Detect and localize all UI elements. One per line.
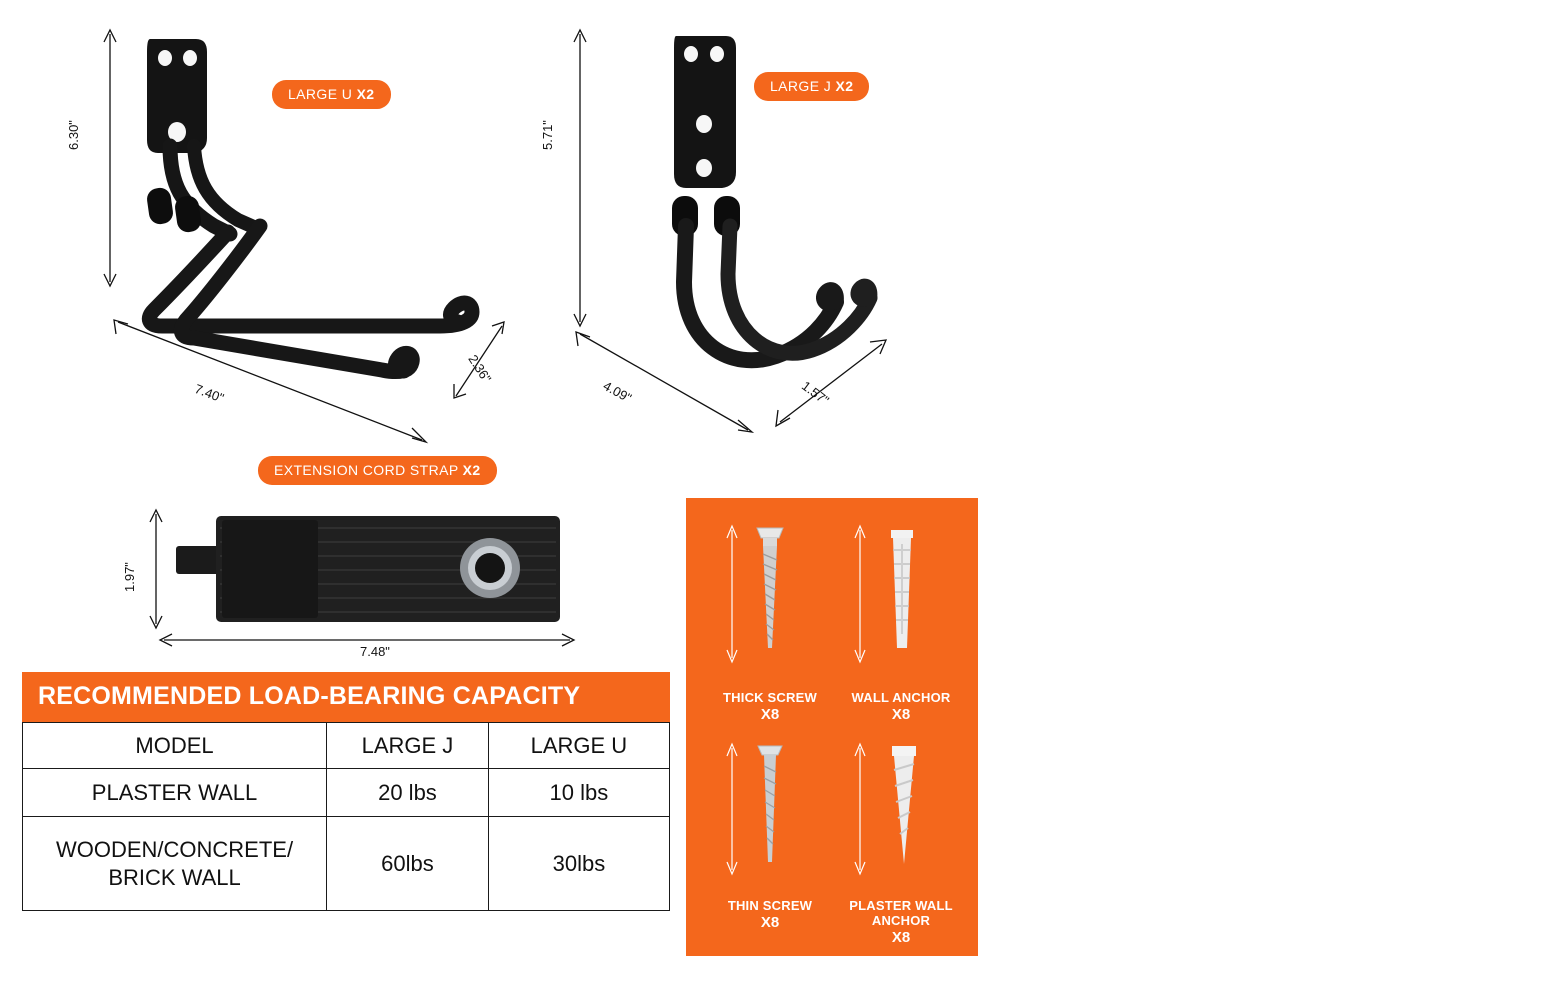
cell-model-line2: BRICK WALL xyxy=(108,864,241,890)
large-j-length-dimension xyxy=(574,330,764,440)
thin-screw-qty: X8 xyxy=(760,913,780,931)
thick-screw-name: THICK SCREW xyxy=(723,690,817,705)
strap-image xyxy=(160,502,600,642)
load-capacity-table xyxy=(22,672,670,911)
large-j-depth-dimension xyxy=(770,338,900,438)
thick-screw-icon xyxy=(708,516,832,686)
strap-height-label: 1.97" xyxy=(122,562,137,592)
thick-screw-qty: X8 xyxy=(760,705,780,723)
cell-model-plaster-wall: PLASTER WALL xyxy=(23,769,327,817)
thin-screw-name: THIN SCREW xyxy=(727,898,813,913)
large-u-height-label: 6.30" xyxy=(66,120,81,150)
header-large-u: LARGE U xyxy=(488,723,669,769)
cell-plaster-large-j: 20 lbs xyxy=(327,769,489,817)
strap-badge-qty: X2 xyxy=(462,462,481,478)
cell-plaster-large-u: 10 lbs xyxy=(488,769,669,817)
large-u-badge-qty: X2 xyxy=(356,86,375,102)
large-j-badge-label: LARGE J xyxy=(770,78,832,94)
plaster-wall-anchor-icon xyxy=(836,734,966,894)
header-model: MODEL xyxy=(23,723,327,769)
large-j-depth-label: 1.57" xyxy=(798,378,832,408)
product-extension-cord-strap xyxy=(0,452,660,672)
table-row xyxy=(23,769,670,817)
thin-screw-icon xyxy=(708,734,832,894)
strap-badge-label: EXTENSION CORD STRAP xyxy=(274,462,459,478)
table-header-row xyxy=(23,723,670,769)
hardware-item-thick-screw xyxy=(708,516,832,723)
plaster-wall-anchor-dim-label: 1.57" xyxy=(1530,788,1544,816)
large-j-badge xyxy=(754,72,869,101)
large-u-depth-label: 2.36" xyxy=(465,352,495,386)
large-u-badge-label: LARGE U xyxy=(288,86,353,102)
header-large-j: LARGE J xyxy=(327,723,489,769)
large-u-length-dimension xyxy=(112,318,442,448)
thick-screw-dim-label: 1.57" xyxy=(1402,574,1416,602)
plaster-anchor-name-line2: ANCHOR xyxy=(871,912,931,928)
extension-cord-strap-badge xyxy=(258,456,497,485)
wall-anchor-name: WALL ANCHOR xyxy=(851,690,951,705)
table-title: RECOMMENDED LOAD-BEARING CAPACITY xyxy=(22,672,670,722)
hardware-item-thin-screw xyxy=(708,734,832,931)
product-large-j xyxy=(520,0,1000,460)
hardware-panel xyxy=(686,498,1544,956)
plaster-anchor-name-line1: PLASTER WALL xyxy=(849,898,953,913)
cell-wooden-large-u: 30lbs xyxy=(488,817,669,911)
large-j-length-label: 4.09" xyxy=(600,378,635,406)
table-row xyxy=(23,817,670,911)
wall-anchor-dim-label: 1.57" xyxy=(1530,574,1544,602)
strap-length-label: 7.48" xyxy=(360,644,390,659)
cell-model-line1: WOODEN/CONCRETE/ xyxy=(55,837,294,862)
large-u-badge xyxy=(272,80,391,109)
hardware-item-wall-anchor xyxy=(836,516,966,723)
thin-screw-dim-label: 1.57" xyxy=(1402,788,1416,816)
hardware-item-plaster-wall-anchor xyxy=(836,734,966,946)
strap-height-dimension xyxy=(146,508,166,630)
plaster-wall-anchor-name xyxy=(836,899,966,929)
product-large-u xyxy=(0,0,520,460)
wall-anchor-qty: X8 xyxy=(891,705,911,723)
cell-wooden-large-j: 60lbs xyxy=(327,817,489,911)
large-j-height-label: 5.71" xyxy=(540,120,555,150)
large-j-height-dimension xyxy=(570,28,590,328)
cell-model-wooden-concrete-brick xyxy=(23,817,327,911)
wall-anchor-icon xyxy=(836,516,966,686)
plaster-wall-anchor-qty: X8 xyxy=(891,928,911,946)
large-u-length-label: 7.40" xyxy=(192,381,226,406)
large-u-height-dimension xyxy=(100,28,120,288)
large-j-badge-qty: X2 xyxy=(835,78,854,94)
